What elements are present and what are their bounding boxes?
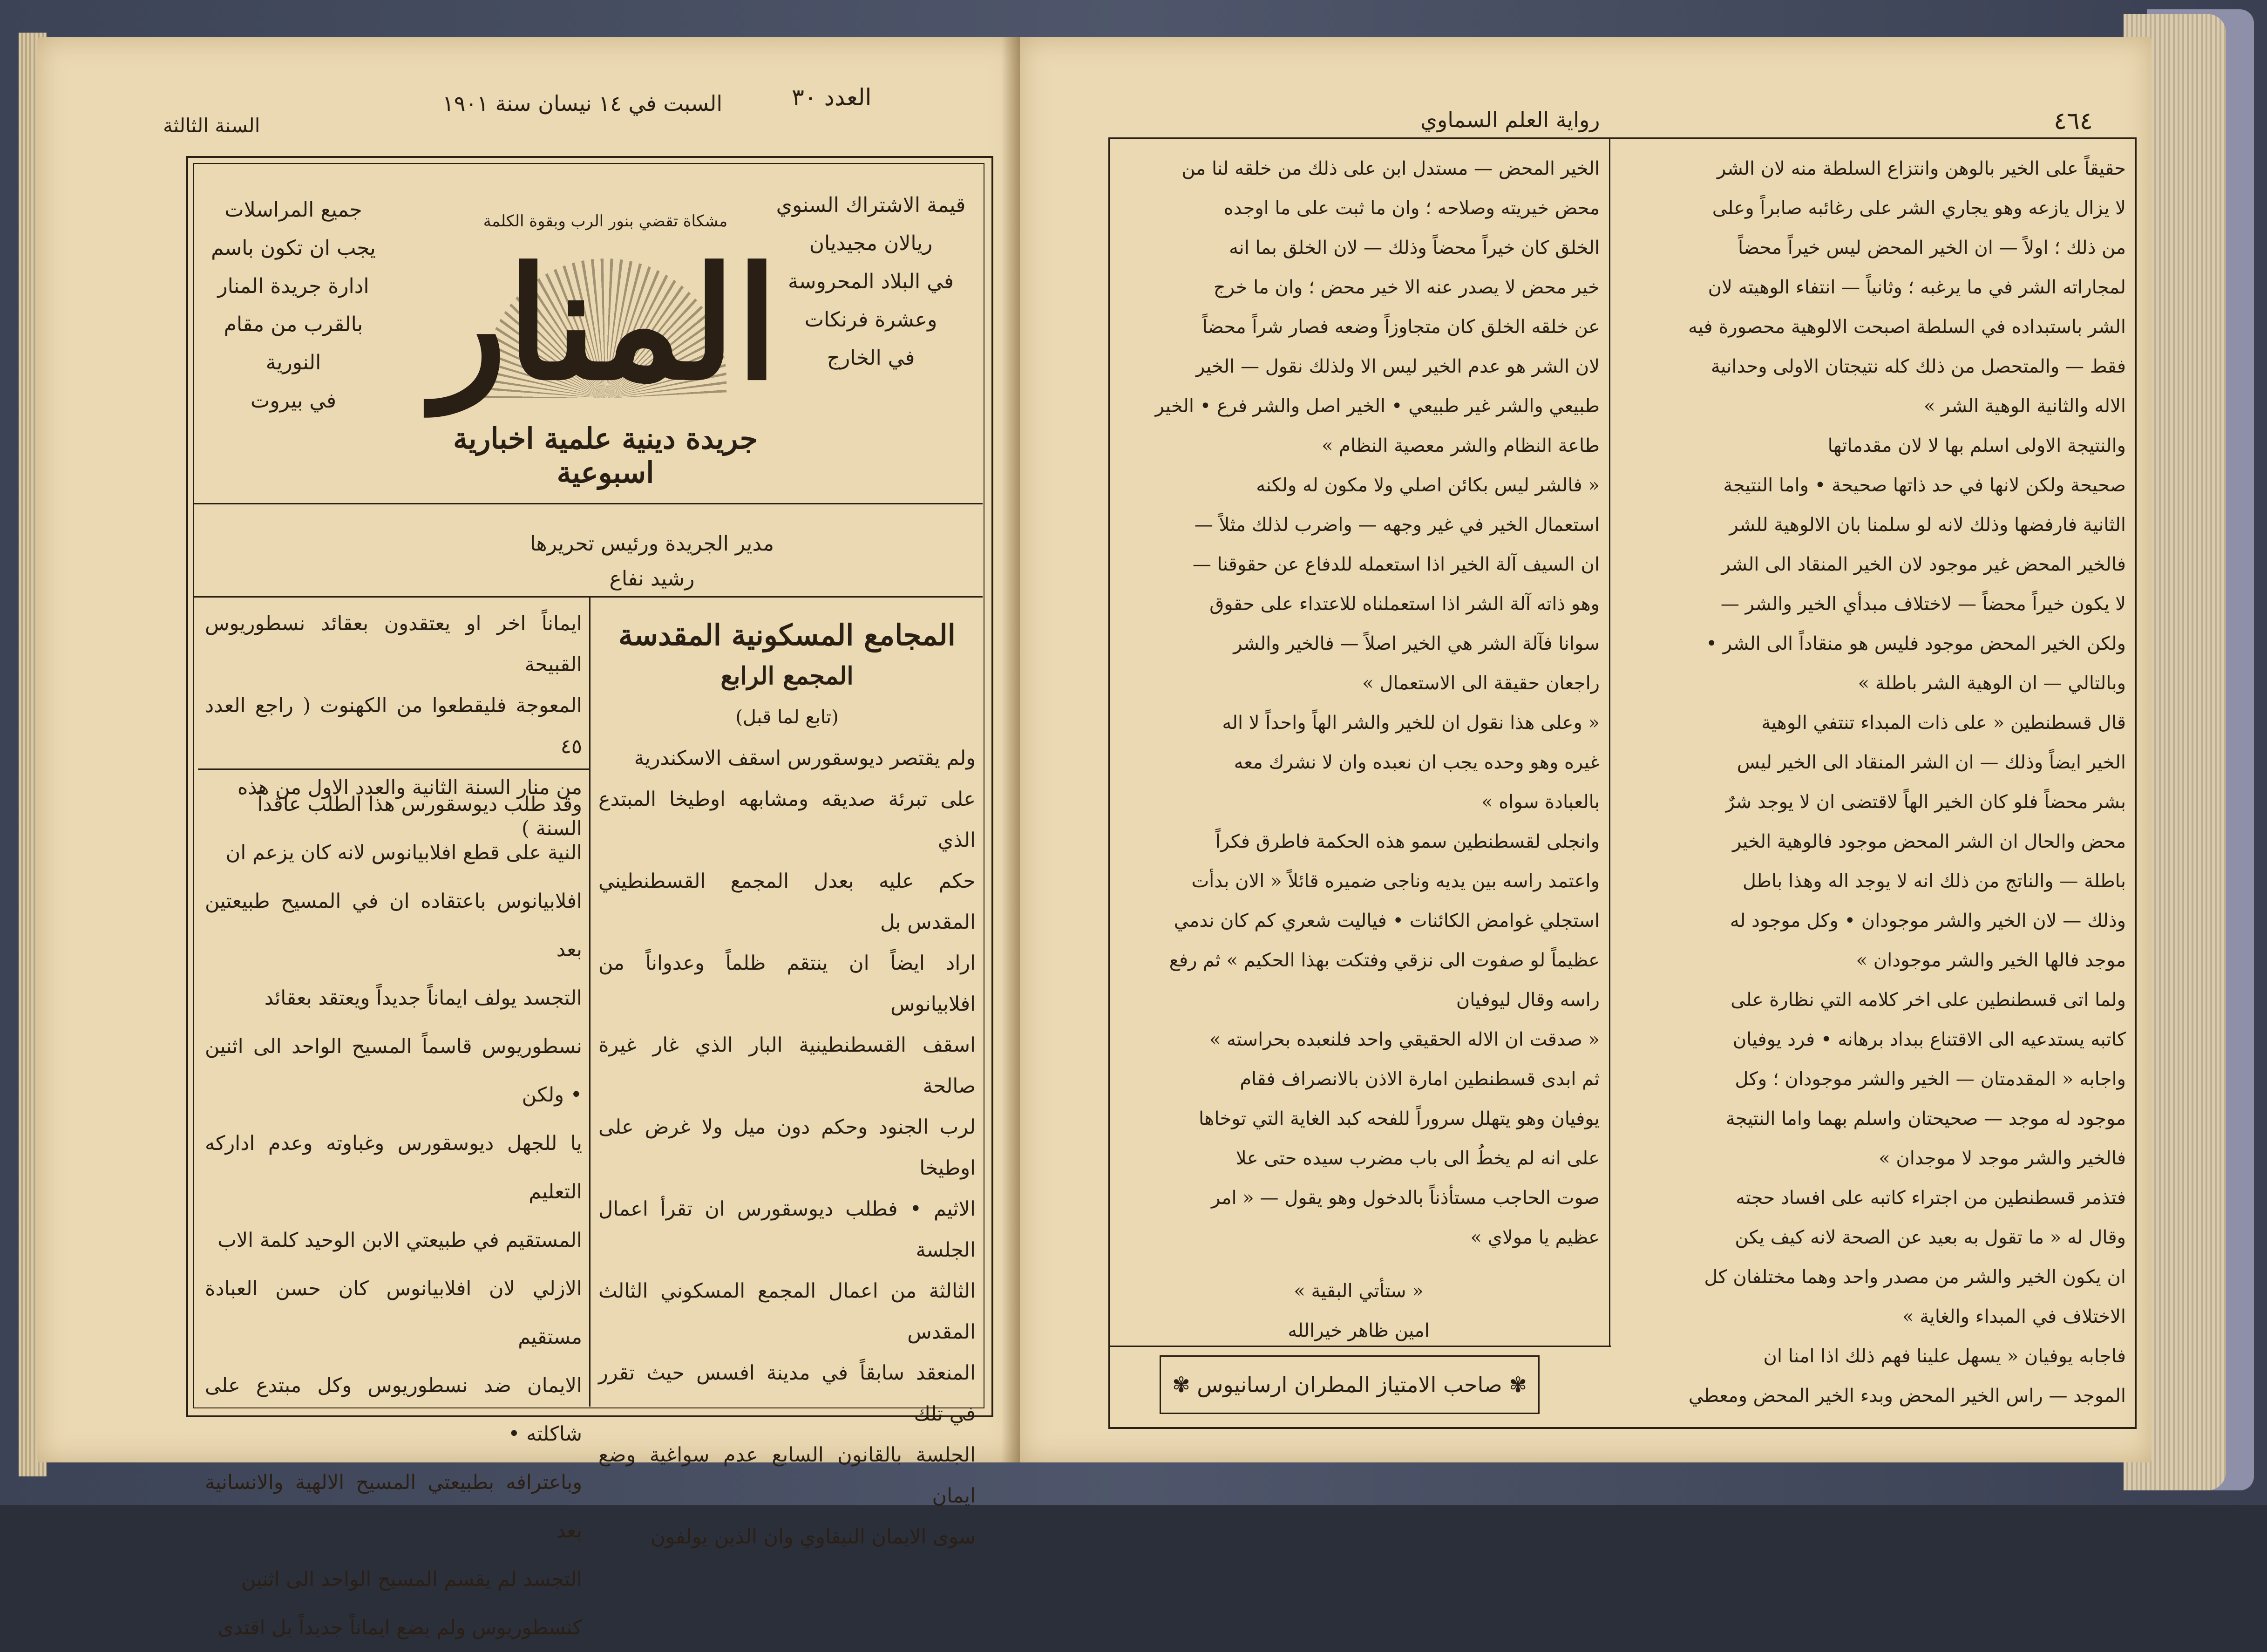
text-line: راسه وقال ليوفيان xyxy=(1456,989,1600,1011)
publication-year: السنة الثالثة xyxy=(163,114,260,137)
subscription-line: ريالان مجيديان xyxy=(809,231,933,255)
article-line: التجسد يولف ايماناً جديداً ويعتقد بعقائد xyxy=(264,986,582,1010)
continued-note: (تابع لما قبل) xyxy=(735,707,839,728)
article-line: التجسد لم يقسم المسيح الواحد الى اثنين xyxy=(241,1568,582,1591)
ornament-icon: ✾ xyxy=(1172,1372,1197,1397)
article-line: وباعترافه بطبيعتي المسيح الالهية والانسانية بعد xyxy=(205,1471,582,1543)
article-line: الاثيم • فطلب ديوسقورس ان تقرأ اعمال الجلسة xyxy=(598,1197,976,1262)
editor-divider xyxy=(193,596,983,598)
text-line: خير محض لا يصدر عنه الا خير محض ؛ وان ما خرج xyxy=(1213,277,1600,298)
text-line: « صدقت ان الاله الحقيقي واحد فلنعبده بحراسته » xyxy=(1209,1029,1600,1050)
masthead-logo xyxy=(400,203,810,491)
running-title: رواية العلم السماوي xyxy=(1420,107,1600,132)
text-line: صوت الحاجب مستأذناً بالدخول وهو يقول — « امر xyxy=(1211,1187,1600,1209)
correspondence-line: ادارة جريدة المنار xyxy=(217,274,369,298)
article-line: المعوجة فليقطعوا من الكهنوت ( راجع العدد ٤٥ xyxy=(205,694,582,758)
text-line: راجعان حقيقة الى الاستعمال » xyxy=(1362,673,1600,694)
article-line: سوى الايمان النيقاوي وان الذين يولفون xyxy=(651,1525,976,1549)
text-line: قال قسطنطين « على ذات المبداء تنتفي الوهية xyxy=(1761,712,2126,734)
text-line: واجابه « المقدمتان — الخير والشر موجودان ؛ وكل xyxy=(1735,1068,2126,1090)
subscription-line: قيمة الاشتراك السنوي xyxy=(776,193,966,217)
text-line: استجلي غوامض الكائنات • فياليت شعري كم كان ندمي xyxy=(1174,910,1600,931)
text-column-right xyxy=(1618,149,2126,1416)
text-line: طاعة النظام والشر معصية النظام » xyxy=(1322,435,1600,456)
text-line: واعتمد راسه بين يديه وناجى ضميره قائلاً « الان بدأت xyxy=(1191,870,1600,892)
text-line: موجد فالها الخير والشر موجودان » xyxy=(1856,950,2126,971)
correspondence-line: في بيروت xyxy=(250,389,337,413)
article-line: افلابيانوس باعتقاده ان في المسيح طبيعتين بعد xyxy=(205,890,582,961)
article-line: النية على قطع افلابيانوس لانه كان يزعم ان xyxy=(225,841,582,864)
text-line: عظيماً لو صفوت الى نزقي وفتكت بهذا الحكيم » ثم رفع xyxy=(1169,950,1600,971)
ornament-icon: ✾ xyxy=(1502,1372,1527,1397)
text-line: عن خلقه الخلق كان متجاوزاً وضعه فصار شراً محضاً xyxy=(1202,316,1600,338)
text-line: الخلق كان خيراً محضاً وذلك — لان الخلق بما انه xyxy=(1229,237,1600,258)
article-line: المنعقد سابقاً في مدينة افسس حيث تقرر في تلك xyxy=(598,1361,976,1426)
text-line: عظيم يا مولاي » xyxy=(1470,1227,1600,1248)
editor-name: رشيد نفاع xyxy=(609,567,695,591)
text-line: لا يزال يازعه وهو يجاري الشر على رغائبه صابراً وعلى xyxy=(1712,197,2126,219)
text-line: لا يكون خيراً محضاً — لاختلاف مبدأي الخير والشر — xyxy=(1720,593,2126,615)
text-line: ان يكون الخير والشر من مصدر واحد وهما مختلفان كل xyxy=(1704,1266,2126,1288)
article-line: السنة ) xyxy=(522,817,582,840)
left-page xyxy=(37,37,1020,1639)
text-line: سوانا فآلة الشر هي الخير اصلاً — فالخير والشر xyxy=(1233,633,1600,654)
text-line: باطلة — والناتج من ذلك انه لا يوجد اله وهذا باطل xyxy=(1742,870,2126,892)
text-line: « وعلى هذا نقول ان للخير والشر الهاً واحداً لا اله xyxy=(1222,712,1600,734)
article-line: يا للجهل ديوسقورس وغباوته وعدم اداركه التعليم xyxy=(205,1132,582,1203)
continued-note: « ستأتي البقية » xyxy=(1294,1280,1424,1302)
article-line: على تبرئة صديقه ومشابهه اوطيخا المبتدع الذي xyxy=(598,788,976,852)
text-line: من ذلك ؛ اولاً — ان الخير المحض ليس خيراً محضاً xyxy=(1738,237,2126,258)
masthead-divider xyxy=(193,503,983,504)
text-line: محض خيريته وصلاحه ؛ وان ما ثبت على ما اوجده xyxy=(1223,197,1600,219)
text-line: الشر باستبداده في السلطة اصبحت الالوهية محصورة فيه xyxy=(1688,316,2126,338)
newspaper-subtitle: جريدة دينية علمية اخبارية اسبوعية xyxy=(453,421,758,489)
text-line: « فالشر ليس بكائن اصلي ولا مكون له ولكنه xyxy=(1256,475,1600,496)
text-line: فاجابه يوفيان « يسهل علينا فهم ذلك اذا امنا ان xyxy=(1763,1346,2126,1367)
article-line: حكم عليه بعدل المجمع القسطنطيني المقدس بل xyxy=(598,870,976,934)
article-title: المجامع المسكونية المقدسة xyxy=(618,618,956,652)
newspaper-title: المنار xyxy=(432,233,779,414)
correspondence-line: جميع المراسلات xyxy=(224,198,362,222)
subscription-line: في البلاد المحروسة xyxy=(788,270,954,293)
subscription-line: في الخارج xyxy=(827,346,915,370)
text-line: حقيقاً على الخير بالوهن وانتزاع السلطة منه لان الشر xyxy=(1717,158,2126,179)
article-line: لرب الجنود وحكم دون ميل ولا غرض على اوطيخا xyxy=(598,1115,976,1180)
logo-motto: مشكاة تقضي بنور الرب وبقوة الكلمة xyxy=(483,212,728,231)
text-line: وذلك — لان الخير والشر موجودان • وكل موجود له xyxy=(1730,910,2126,931)
text-line: الخير ايضاً وذلك — ان الشر المنقاد الى الخير ليس xyxy=(1737,752,2126,773)
license-holder: صاحب الامتياز المطران ارسانيوس xyxy=(1197,1372,1502,1397)
text-line: والنتيجة الاولى اسلم بها لا لان مقدماتها xyxy=(1827,435,2126,456)
right-page xyxy=(1020,37,2152,1462)
text-line: لمجاراته الشر في ما يرغبه ؛ وثانياً — انتفاء الوهيته لان xyxy=(1708,277,2126,298)
text-line: بشر محضاً فلو كان الخير الهاً لاقتضى ان لا يوجد شرٌ xyxy=(1725,791,2126,813)
article-line: المستقيم في طبيعتي الابن الوحيد كلمة الاب xyxy=(217,1229,582,1252)
article-line: كنسطوريوس ولم يضع ايماناً جديداً بل اقتدى xyxy=(217,1616,582,1639)
text-line: ثم ابدى قسطنطين امارة الاذن بالانصراف فقام xyxy=(1240,1068,1600,1090)
article-line: وقد طلب ديوسقورس هذا الطلب عاقداً xyxy=(257,793,582,816)
article-line: اسقف القسطنطينية البار الذي غار غيرة صالحة xyxy=(598,1033,976,1098)
text-line: على انه لم يخطُ الى باب مضرب سيده حتى علا xyxy=(1235,1148,1600,1169)
text-line: ولما اتى قسطنطين على اخر كلامه التي نظارة على xyxy=(1731,989,2126,1011)
correspondence-line: بالقرب من مقام النورية xyxy=(224,313,363,374)
article-subtitle: المجمع الرابع xyxy=(720,662,854,690)
text-line: وقال له « ما تقول به بعيد عن الصحة لانه كيف يكن xyxy=(1735,1227,2126,1248)
correspondence-line: يجب ان تكون باسم xyxy=(211,236,376,260)
article-column-right xyxy=(598,615,976,1557)
article-line: من منار السنة الثانية والعدد الاول من هذه xyxy=(237,776,582,799)
issue-date: السبت في ١٤ نيسان سنة ١٩٠١ xyxy=(442,91,723,116)
text-line: فتذمر قسطنطين من اجتراء كاتبه على افساد حجته xyxy=(1736,1187,2126,1209)
page-number: ٤٦٤ xyxy=(2054,107,2093,135)
text-line: فقط — والمتحصل من ذلك كله نتيجتان الاولى وحدانية xyxy=(1710,356,2126,377)
article-line: الجلسة بالقانون السابع عدم سواغية وضع ايمان xyxy=(598,1443,976,1508)
text-line: الخير المحض — مستدل ابن على ذلك من خلقه لنا من xyxy=(1181,158,1600,179)
article-line: ايماناً اخر او يعتقدون بعقائد نسطوريوس القبيحة xyxy=(205,612,582,676)
article-column-left xyxy=(205,780,582,1652)
article-line: الايمان ضد نسطوريوس وكل مبتدع على شاكلته • xyxy=(205,1374,582,1446)
column-rule xyxy=(589,596,591,1407)
text-line: وهو ذاته آلة الشر اذا استعملناه للاعتداء على حقوق xyxy=(1209,593,1600,615)
text-line: صحيحة ولكن لانها في حد ذاتها صحيحة • واما النتيجة xyxy=(1723,475,2126,496)
article-line: الازلي لان افلابيانوس كان حسن العبادة مستقيم xyxy=(205,1277,582,1349)
text-line: بالعبادة سواه » xyxy=(1481,791,1600,813)
text-line: وانجلى لقسطنطين سمو هذه الحكمة فاطرق فكراً xyxy=(1215,831,1600,852)
footer-rule xyxy=(1110,1346,1611,1347)
correspondence-info xyxy=(196,191,391,420)
footer-license xyxy=(1160,1355,1540,1414)
text-line: كاتبه يستدعيه الى الاقتناع ببداد برهانه • فرد يوفيان xyxy=(1732,1029,2126,1050)
text-line: وبالتالي — ان الوهية الشر باطلة » xyxy=(1858,673,2126,694)
text-line: محض والحال ان الشر المحض موجود فالوهية الخير xyxy=(1732,831,2126,852)
editor-title: مدير الجريدة ورئيس تحريرها xyxy=(529,532,774,556)
text-line: يوفيان وهو يتهلل سروراً للفحه كبد الغاية التي توخاها xyxy=(1199,1108,1600,1129)
text-line: طبيعي والشر غير طبيعي • الخير اصل والشر فرع • الخير xyxy=(1155,395,1600,417)
article-line: نسطوريوس قاسماً المسيح الواحد الى اثنين • ولكن xyxy=(205,1035,582,1107)
text-line: لان الشر هو عدم الخير ليس الا ولذلك نقول — الخير xyxy=(1196,356,1600,377)
text-line: استعمال الخير في غير وجهه — واضرب لذلك مثلاً — xyxy=(1194,514,1600,536)
text-line: فالخير المحض غير موجود لان الخير المنقاد الى الشر xyxy=(1721,554,2126,575)
text-line: غيره وهو وحده يجب ان نعبده وان لا نشرك معه xyxy=(1234,752,1600,773)
column-rule xyxy=(1609,139,1610,1346)
article-line: الثالثة من اعمال المجمع المسكوني الثالث المقدس xyxy=(598,1279,976,1344)
text-line: الاله والثانية الوهية الشر » xyxy=(1923,395,2126,417)
article-line: ولم يقتصر ديوسقورس اسقف الاسكندرية xyxy=(634,747,976,770)
text-line: ان السيف آلة الخير اذا استعمله للدفاع عن حقوقنا — xyxy=(1192,554,1600,575)
text-line: موجود له موجد — صحيحتان واسلم بهما واما النتيجة xyxy=(1725,1108,2126,1129)
issue-number: العدد ٣٠ xyxy=(792,84,872,111)
text-line: فالخير والشر موجد لا موجدان » xyxy=(1879,1148,2126,1169)
article-line: اراد ايضاً ان ينتقم ظلماً وعدواناً من افلابيانوس xyxy=(598,952,976,1016)
text-line: الاختلاف في المبداء والغاية » xyxy=(1902,1306,2126,1327)
subscription-line: وعشرة فرنكات xyxy=(804,308,937,332)
text-line: ولكن الخير المحض موجود فليس هو منقاداً الى الشر • xyxy=(1706,633,2126,654)
text-line: الثانية فارفضها وذلك لانه لو سلمنا بان الالوهية للشر xyxy=(1729,514,2126,536)
text-column-left xyxy=(1118,149,1600,1351)
author-name: امين ظاهر خيرالله xyxy=(1288,1320,1430,1341)
text-line: الموجد — راس الخير المحض وبدء الخير المحض ومعطي xyxy=(1688,1385,2126,1407)
editor-block xyxy=(526,526,778,596)
